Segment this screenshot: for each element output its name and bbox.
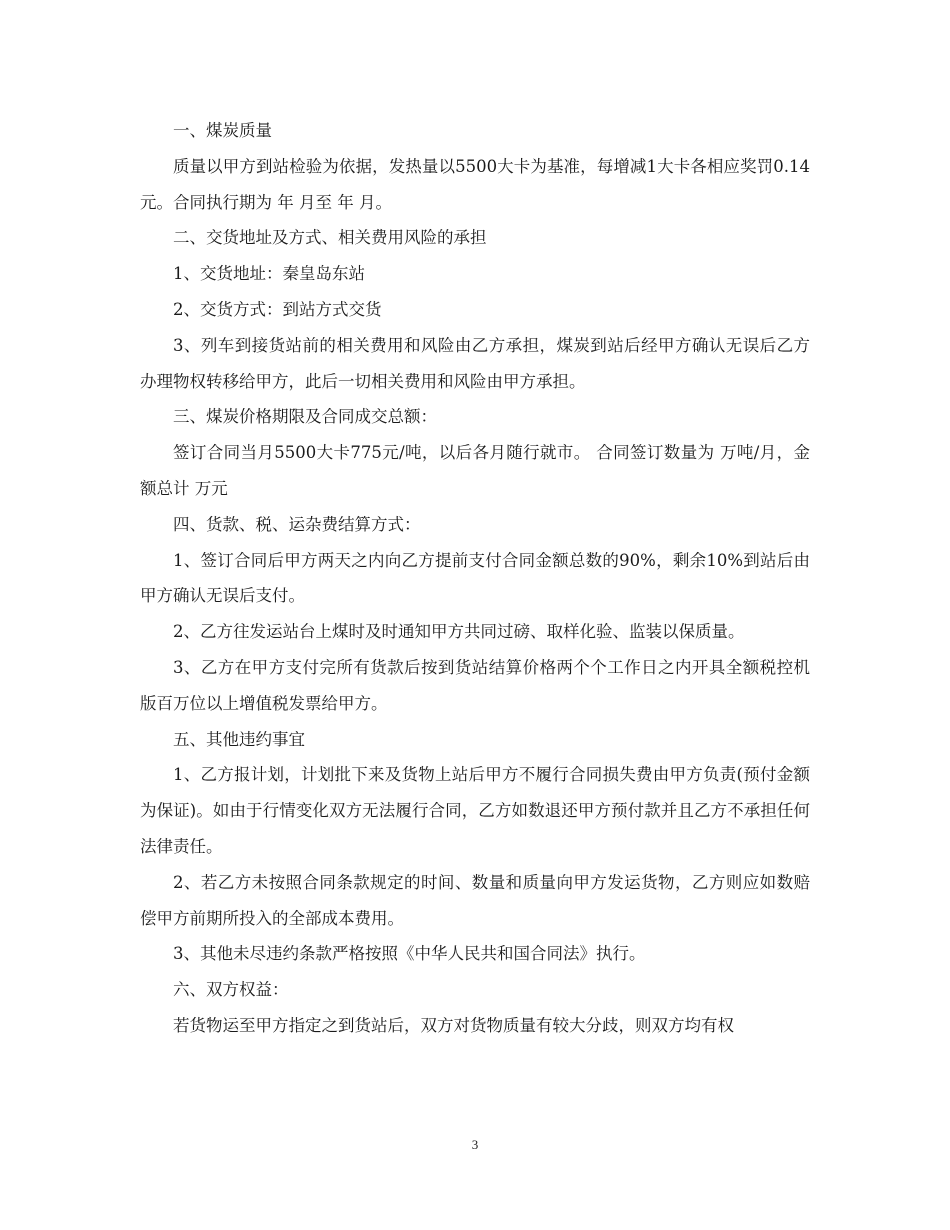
heading-coal-quality: 一、煤炭质量 <box>173 121 272 140</box>
paragraph-quality-terms: 质量以甲方到站检验为依据，发热量以5500大卡为基准，每增减1大卡各相应奖罚0.14元。合同执行期为 年 月至 年 月。 <box>140 156 810 212</box>
paragraph-delivery-method: 2、交货方式：到站方式交货 <box>173 299 382 319</box>
paragraph-breach-2: 2、若乙方未按照合同条款规定的时间、数量和质量向甲方发运货物，乙方则应如数赔偿甲方前期所投入的全部成本费用。 <box>140 872 810 928</box>
paragraph-settlement-3: 3、乙方在甲方支付完所有货款后按到货站结算价格两个个工作日之内开具全额税控机版百万位以上增值税发票给甲方。 <box>140 657 810 713</box>
document-body <box>140 113 810 1044</box>
heading-settlement: 四、货款、税、运杂费结算方式： <box>173 514 421 534</box>
paragraph-delivery-address: 1、交货地址：秦皇岛东站 <box>173 264 365 284</box>
heading-price-total: 三、煤炭价格期限及合同成交总额： <box>173 407 437 427</box>
paragraph-rights: 若货物运至甲方指定之到货站后，双方对货物质量有较大分歧，则双方均有权 <box>173 1015 734 1035</box>
page-number: 3 <box>471 1137 479 1152</box>
heading-rights: 六、双方权益： <box>173 980 289 1000</box>
paragraph-delivery-risk: 3、列车到接货站前的相关费用和风险由乙方承担，煤炭到站后经甲方确认无误后乙方办理物权转移给甲方，此后一切相关费用和风险由甲方承担。 <box>140 335 810 391</box>
paragraph-breach-1: 1、乙方报计划，计划批下来及货物上站后甲方不履行合同损失费由甲方负责(预付金额为保证)。如由于行情变化双方无法履行合同，乙方如数退还甲方预付款并且乙方不承担任何法律责任。 <box>140 765 810 856</box>
paragraph-breach-3: 3、其他未尽违约条款严格按照《中华人民共和国合同法》执行。 <box>173 944 646 964</box>
heading-delivery: 二、交货地址及方式、相关费用风险的承担 <box>173 228 487 248</box>
heading-breach: 五、其他违约事宜 <box>173 729 305 749</box>
paragraph-settlement-1: 1、签订合同后甲方两天之内向乙方提前支付合同金额总数的90%，剩余10%到站后由甲方确认无误后支付。 <box>140 550 810 606</box>
paragraph-settlement-2: 2、乙方往发运站台上煤时及时通知甲方共同过磅、取样化验、监装以保质量。 <box>173 622 745 642</box>
paragraph-price-terms: 签订合同当月5500大卡775元/吨，以后各月随行就市。 合同签订数量为 万吨/月，金额总计 万元 <box>140 443 810 498</box>
